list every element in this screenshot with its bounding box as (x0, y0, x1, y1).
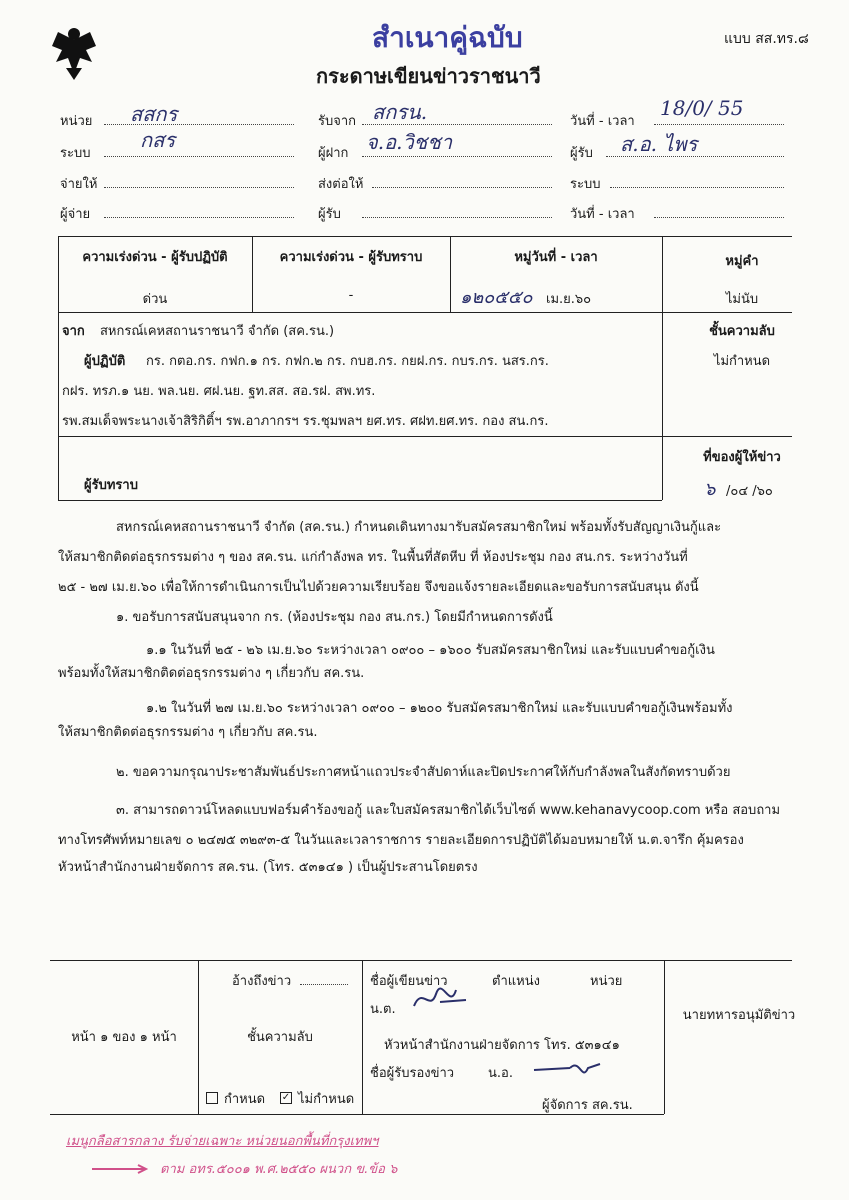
datetime-value: 18/0/ 55 (660, 96, 744, 120)
certifier-rank: น.อ. (488, 1066, 513, 1081)
certifier-label: ชื่อผู้รับรองข่าว (370, 1066, 455, 1081)
datetime-label: วันที่ - เวลา (570, 114, 635, 129)
page-title: กระดาษเขียนข่าวราชนาวี (316, 64, 541, 88)
writer-rank: น.ต. (370, 1002, 396, 1017)
approver-label: นายทหารอนุมัติข่าว (682, 1008, 796, 1023)
received-from-label: รับจาก (318, 114, 357, 129)
item-3-line2: ทางโทรศัพท์หมายเลข ๐ ๒๔๗๕ ๓๒๙๓-๕ ในวันและเวลาราชการ รายละเอียดการปฏิบัติได้มอบหมายให้ น.ต.จารึก คุ้มครอง (58, 833, 744, 848)
dtg-label: หมู่วันที่ - เวลา (514, 250, 598, 265)
urgency-action-value: ด่วน (142, 292, 168, 307)
word-count-label: หมู่คำ (725, 254, 759, 269)
urgency-action-label: ความเร่งด่วน - ผู้รับปฏิบัติ (82, 250, 228, 265)
item-1-1-line1: ๑.๑ ในวันที่ ๒๕ - ๒๖ เม.ย.๖๐ ระหว่างเวลา ๐๙๐๐ – ๑๖๐๐ รับสมัครสมาชิกใหม่ และรับแบบคำขอกู้เงิน (146, 643, 715, 658)
payer-label: ผู้จ่าย (60, 207, 91, 222)
certifier-signature-icon (530, 1056, 604, 1086)
action-line3: รพ.สมเด็จพระนางเจ้าสิริกิติ์ฯ รพ.อาภากรฯ รร.ชุมพลฯ ยศ.ทร. ศฝท.ยศ.ทร. กอง สน.กร. (62, 414, 549, 429)
received-from-value: สกรน. (372, 100, 428, 124)
classification-value: ไม่กำหนด (713, 354, 771, 369)
checkbox-unclassified-label: ไม่กำหนด (298, 1092, 355, 1107)
checkbox-classified[interactable] (206, 1092, 218, 1104)
certifier-position: ผู้จัดการ สค.รน. (542, 1098, 633, 1113)
checkbox-classified-label: กำหนด (224, 1092, 266, 1107)
forward-label: ส่งต่อให้ (318, 177, 364, 192)
depositor-label: ผู้ฝาก (318, 146, 349, 161)
pink-note-line2: ตาม อทร.๕๐๐๑ พ.ศ.๒๕๕๐ ผนวก ข.ข้อ ๖ (160, 1162, 398, 1177)
p1-line2: ให้สมาชิกติดต่อธุรกรรมต่าง ๆ ของ สค.รน. แก่กำลังพล ทร. ในพื้นที่สัตหีบ ที่ ห้องประชุม กอง สน.กร. ระหว่างวันที่ (58, 550, 688, 565)
position-label: ตำแหน่ง (492, 974, 540, 989)
item-3-line3: หัวหน้าสำนักงานฝ่ายจัดการ สค.รน. (โทร. ๕๓๑๔๑ ) เป็นผู้ประสานโดยตรง (58, 860, 478, 875)
from-label: จาก (62, 324, 85, 339)
originator-ref-label: ที่ของผู้ให้ข่าว (703, 450, 781, 465)
info-label: ผู้รับทราบ (84, 478, 138, 493)
action-line1: กร. กตอ.กร. กฟก.๑ กร. กฟก.๒ กร. กบฮ.กร. กยฝ.กร. กบร.กร. นสร.กร. (146, 354, 549, 369)
system-label: ระบบ (60, 146, 91, 161)
receiver2-value: ส.อ. ไพร (620, 132, 698, 156)
footer-unit-label: หน่วย (590, 974, 623, 989)
pink-note-line1: เมนูกลือสารกลาง รับจ่ายเฉพาะ หน่วยนอกพื้นที่กรุงเทพฯ (66, 1134, 379, 1149)
writer-signature-icon (410, 982, 470, 1016)
originator-ref-print: /๐๔ /๖๐ (726, 484, 773, 499)
item-3-line1: ๓. สามารถดาวน์โหลดแบบฟอร์มคำร้องขอกู้ และใบสมัครสมาชิกได้เว็บไซต์ www.kehanavycoop.com หรือ สอบถาม (116, 803, 781, 818)
depositor-value: จ.อ.วิชชา (366, 130, 453, 154)
receiver2-label: ผู้รับ (570, 146, 593, 161)
garuda-emblem-icon (48, 22, 100, 82)
item-1-1-line2: พร้อมทั้งให้สมาชิกติดต่อธุรกรรมต่าง ๆ เกี่ยวกับ สค.รน. (58, 666, 365, 681)
dtg-value-hand: ๑๒๐๕๕๐ (460, 287, 533, 308)
from-value: สหกรณ์เคหสถานราชนาวี จำกัด (สค.รน.) (100, 324, 335, 339)
item-1: ๑. ขอรับการสนับสนุนจาก กร. (ห้องประชุม กอง สน.กร.) โดยมีกำหนดการดังนี้ (116, 610, 553, 625)
pink-arrow-icon (90, 1160, 150, 1172)
page-number: หน้า ๑ ของ ๑ หน้า (71, 1030, 177, 1045)
item-1-2-line2: ให้สมาชิกติดต่อธุรกรรมต่าง ๆ เกี่ยวกับ สค.รน. (58, 725, 318, 740)
writer-position: หัวหน้าสำนักงานฝ่ายจัดการ โทร. ๕๓๑๔๑ (384, 1038, 620, 1053)
word-count-value: ไม่นับ (725, 292, 759, 307)
writer-label: ชื่อผู้เขียนข่าว (370, 974, 448, 989)
p1-line1: สหกรณ์เคหสถานราชนาวี จำกัด (สค.รน.) กำหนดเดินทางมารับสมัครสมาชิกใหม่ พร้อมทั้งรับสัญญาเงินกู้และ (116, 520, 722, 535)
system2-label: ระบบ (570, 177, 601, 192)
system-value: กสร (140, 128, 176, 152)
action-line2: กฝร. ทรภ.๑ นย. พล.นย. ศฝ.นย. ฐท.สส. สอ.รฝ. สพ.ทร. (62, 384, 376, 399)
p1-line3: ๒๕ - ๒๗ เม.ย.๖๐ เพื่อให้การดำเนินการเป็นไปด้วยความเรียบร้อย จึงขอแจ้งรายละเอียดและขอรับการสนับสนุน ดังนี้ (58, 580, 699, 595)
item-1-2-line1: ๑.๒ ในวันที่ ๒๗ เม.ย.๖๐ ระหว่างเวลา ๐๙๐๐ – ๑๒๐๐ รับสมัครสมาชิกใหม่ และรับแบบคำขอกู้เงินพร้อมทั้ง (146, 701, 733, 716)
copy-stamp: สำเนาคู่ฉบับ (372, 21, 523, 54)
pay-to-label: จ่ายให้ (60, 177, 98, 192)
receiver-label: ผู้รับ (318, 207, 341, 222)
originator-ref-hand: ๖ (704, 479, 716, 500)
urgency-info-value: - (348, 288, 354, 303)
unit-label: หน่วย (60, 114, 93, 129)
footer-classification-label: ชั้นความลับ (247, 1030, 313, 1045)
item-2: ๒. ขอความกรุณาประชาสัมพันธ์ประกาศหน้าแถวประจำสัปดาห์และปิดประกาศให้กับกำลังพลในสังกัดทราบด้วย (116, 765, 731, 780)
urgency-info-label: ความเร่งด่วน - ผู้รับทราบ (279, 250, 423, 265)
datetime2-label: วันที่ - เวลา (570, 207, 635, 222)
reference-label: อ้างถึงข่าว (232, 974, 292, 989)
checkbox-unclassified[interactable]: ✓ (281, 1092, 291, 1103)
form-code: แบบ สส.ทร.๘ (724, 31, 809, 47)
classification-label: ชั้นความลับ (709, 324, 775, 339)
unit-value: สสกร (130, 102, 178, 126)
action-label: ผู้ปฏิบัติ (84, 354, 126, 369)
dtg-value-print: เม.ย.๖๐ (546, 292, 592, 307)
